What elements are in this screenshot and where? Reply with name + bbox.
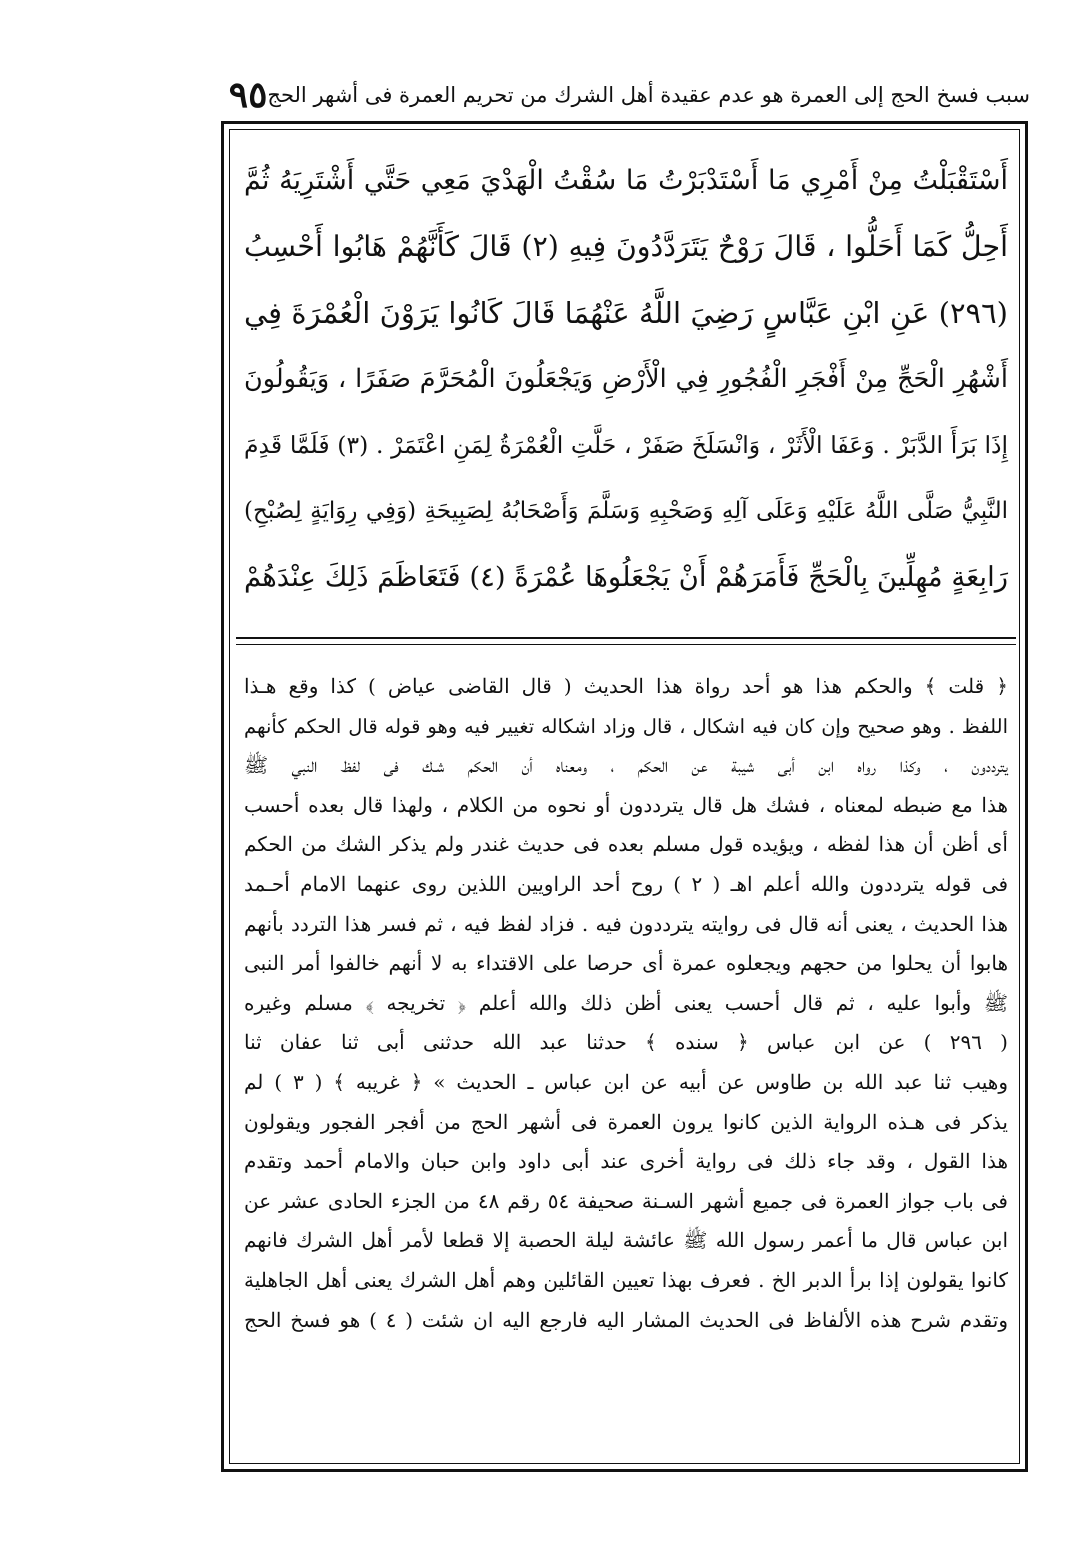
footnote-line: ابن عباس قال ما أعمر رسول الله ﷺ عائشة ليلة الحصبة إلا قطعا لأمر أهل الشرك فانهم <box>244 1228 1008 1253</box>
main-text-line: رَابِعَةٍ مُهِلِّينَ بِالْحَجِّ فَأَمَرَهُمْ أَنْ يَجْعَلُوهَا عُمْرَةً (٤) فَتَعَاظَمَ ذَلِكَ عِنْدَهُمْ <box>244 561 1008 593</box>
main-text-line: إِذَا بَرَأَ الدَّبَرْ . وَعَفَا الْأَثَرْ ، وَانْسَلَخَ صَفَرْ ، حَلَّتِ الْعُمْرَةُ لِمَنِ اعْتَمَرْ . (٣) فَلَمَّا قَدِمَ <box>244 431 1008 459</box>
footnote-line: ﴿ قلت ﴾ والحكم هذا هو أحد رواة هذا الحديث ( قال القاضى عياض ) كذا وقع هـذا <box>244 674 1008 698</box>
footnote-divider <box>236 637 1016 639</box>
footnote-line: وتقدم شرح هذه الألفاظ فى الحديث المشار اليه فارجع اليه ان شئت ( ٤ ) هو فسخ الحج <box>244 1307 1008 1332</box>
page-header <box>230 70 1030 120</box>
page-number: ٩٥ <box>228 74 268 116</box>
main-text-line: النَّبِيُّ صَلَّى اللَّهُ عَلَيْهِ وَعَلَى آلِهِ وَصَحْبِهِ وَسَلَّمَ وَأَصْحَابُهُ لِصَبِيحَةِ (وَفِي رِوَايَةٍ لِصُبْحِ) <box>244 498 1008 524</box>
footnote-line: هذا الحديث ، يعنى أنه قال فى روايته يترددون فيه . فزاد لفظ فيه ، ثم فسر هذا التردد بأنهم <box>244 911 1008 936</box>
footnote-line: يترددون ، وكذا رواه ابن أبى شيبة عن الحكم ، ومعناه أن الحكم شـك فى لفظ النبي ﷺ <box>244 753 1008 778</box>
main-text-line: أَشْهُرِ الْحَجِّ مِنْ أَفْجَرِ الْفُجُورِ فِي الْأَرْضِ وَيَجْعَلُونَ الْمُحَرَّمَ صَفَرًا ، وَيَقُولُونَ <box>244 364 1008 394</box>
hadith-main-text <box>244 148 1008 610</box>
footnotes <box>244 667 1008 1340</box>
footnote-line: وهيب ثنا عبد الله بن طاوس عن أبيه عن ابن عباس ـ الحديث » ﴿ غريبه ﴾ ( ٣ ) لم <box>244 1069 1008 1094</box>
running-title: سبب فسخ الحج إلى العمرة هو عدم عقيدة أهل الشرك من تحريم العمرة فى أشهر الحج <box>267 83 1030 107</box>
footnote-line: فى قوله يترددون والله أعلم اهـ ( ٢ ) روح أحد الراويين اللذين روى عنهما الامام أحـمد <box>244 871 1009 896</box>
footnote-line: هابوا أن يحلوا من حجهم ويجعلوه عمرة أى حرصا على الاقتداء به لا أنهم خالفوا أمر النبى <box>244 951 1008 976</box>
footnote-line: هذا القول ، وقد جاء ذلك فى رواية أخرى عند أبى داود وابن حبان والامام أحمد وتقدم <box>244 1149 1008 1174</box>
footnote-line: كانوا يقولون إذا برأ الدبر الخ . فعرف بهذا تعيين القائلين وهم أهل الشرك يعنى أهل الجاهلية <box>244 1267 1008 1292</box>
footnote-line: يذكر فى هـذه الرواية الذين كانوا يرون العمرة فى أشهر الحج من أفجر الفجور ويقولون <box>244 1109 1008 1134</box>
main-text-line: أَسْتَقْبَلْتُ مِنْ أَمْرِي مَا أَسْتَدْبَرْتُ مَا سُقْتُ الْهَدْيَ مَعِي حَتَّي أَشْتَرِيَهُ ثُمَّ <box>244 165 1008 196</box>
footnote-line: أى أظن أن هذا لفظه ، ويؤيده قول مسلم بعده فى حديث غندر ولم يذكر الشك من الحكم <box>244 832 1008 857</box>
footnote-line: اللفظ . وهو صحيح وإن كان فيه اشكال ، قال وزاد اشكاله تغيير فيه وهو قوله قال الحكم كأنهم <box>244 714 1008 738</box>
footnote-divider-thin <box>236 644 1016 645</box>
main-text-line: أَحِلُّ كَمَا أَحَلُّوا ، قَالَ رَوْحٌ يَتَرَدَّدُونَ فِيهِ (٢) قَالَ كَأَنَّهُمْ هَابُوا أَحْسِبُ <box>244 230 1008 263</box>
footnote-line: ( ٢٩٦ ) عن ابن عباس ﴿ سنده ﴾ حدثنا عبد الله حدثنى أبى ثنا عفان ثنا <box>244 1030 1008 1055</box>
footnote-line: فى باب جواز العمرة فى جميع أشهر السـنة صحيفة ٥٤ رقم ٤٨ من الجزء الحادى عشر عن <box>244 1188 1008 1213</box>
main-text-line: (٢٩٦) عَنِ ابْنِ عَبَّاسٍ رَضِيَ اللَّهُ عَنْهُمَا قَالَ كَانُوا يَرَوْنَ الْعُمْرَةَ فِي <box>244 296 1008 330</box>
footnote-line: هذا مع ضبطه لمعناه ، فشك هل قال يترددون أو نحوه من الكلام ، ولهذا قال بعده أحسب <box>244 792 1008 817</box>
footnote-line: ﷺ وأبوا عليه ، ثم قال أحسب يعنى أظن ذلك والله أعلم ﴿ تخريجه ﴾ مسلم وغيره <box>244 990 1008 1015</box>
